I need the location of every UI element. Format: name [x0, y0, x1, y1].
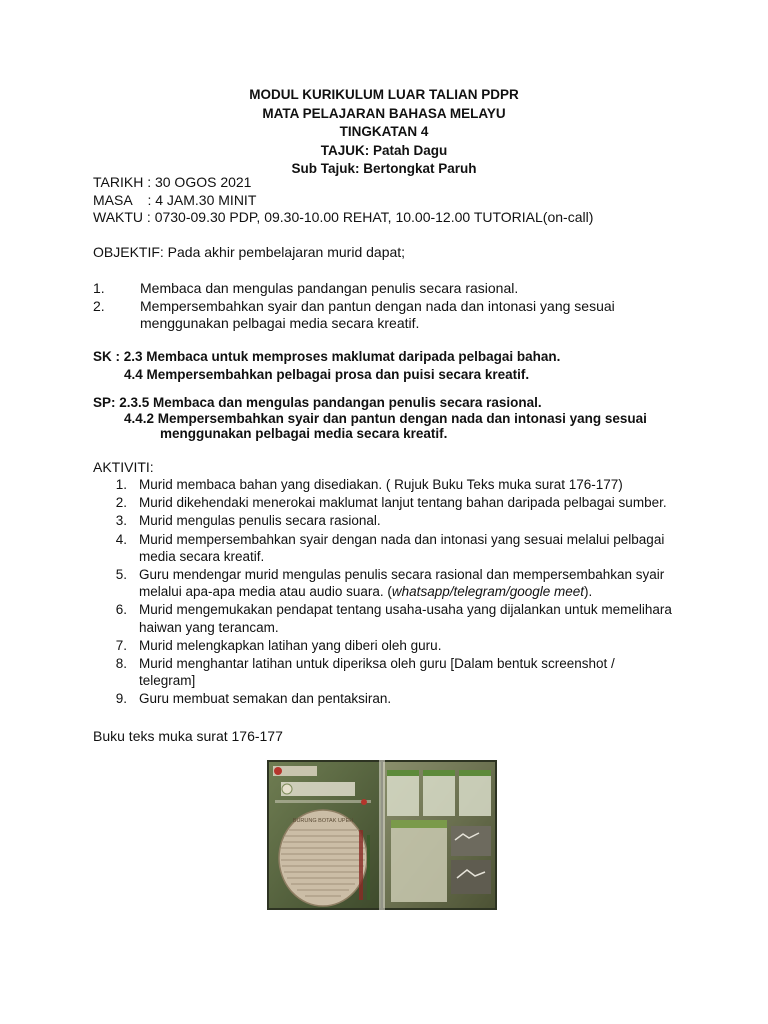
step-text: Murid mengulas penulis secara rasional.	[139, 513, 381, 529]
step-text: Murid dikehendaki menerokai maklumat lanjut tentang bahan daripada pelbagai sumber.	[139, 495, 667, 511]
list-item	[93, 690, 673, 707]
step-number: 9.	[115, 691, 127, 707]
step-number: 7.	[115, 637, 127, 653]
header-level: TINGKATAN 4	[339, 124, 429, 139]
photo-heading: BURUNG BOTAK UPEH	[292, 818, 354, 824]
sk-line: 4.4 Mempersembahkan pelbagai prosa dan puisi secara kreatif.	[124, 366, 530, 382]
header-topic: TAJUK: Patah Dagu	[320, 142, 448, 158]
list-number: 1.	[93, 280, 105, 296]
step-number: 6.	[115, 602, 127, 618]
meta-time: WAKTU : 0730-09.30 PDP, 09.30-10.00 REHAT, 10.00-12.00 TUTORIAL(on-call)	[93, 209, 594, 225]
objective-intro: OBJEKTIF: Pada akhir pembelajaran murid dapat;	[93, 244, 406, 260]
activity-title: AKTIVITI:	[93, 459, 154, 475]
step-number: 1.	[115, 477, 127, 492]
step-text: Murid melengkapkan latihan yang diberi oleh guru.	[139, 637, 442, 653]
list-item	[93, 655, 673, 689]
list-item	[93, 494, 673, 511]
list-number: 2.	[93, 297, 105, 314]
lesson-meta	[93, 174, 593, 227]
step-text: Murid mempersembahkan syair dengan nada dan intonasi yang sesuai melalui pelbagai media secara kreatif.	[139, 531, 665, 564]
textbook-photo	[267, 760, 497, 910]
list-item	[93, 566, 673, 600]
step-number: 4.	[115, 531, 127, 547]
list-item	[93, 512, 673, 529]
content-standard	[93, 348, 560, 383]
header-subject: MATA PELAJARAN BAHASA MELAYU	[262, 105, 506, 121]
step-text: Murid menghantar latihan untuk diperiksa oleh guru [Dalam bentuk screenshot / telegram]	[139, 656, 615, 689]
photo-caption: Buku teks muka surat 176-177	[93, 728, 283, 744]
step-number: 3.	[115, 513, 127, 529]
step-text: Guru mendengar murid mengulas penulis secara rasional dan mempersembahkan syair melalui apa-apa media atau audio suara. (	[139, 567, 665, 600]
sk-line: SK : 2.3 Membaca untuk memproses maklumat daripada pelbagai bahan.	[93, 349, 561, 364]
header-subtopic: Sub Tajuk: Bertongkat Paruh	[291, 161, 477, 176]
list-text: Membaca dan mengulas pandangan penulis secara rasional.	[140, 280, 519, 296]
list-item	[93, 298, 693, 333]
list-item	[93, 637, 673, 654]
activity-list	[93, 476, 673, 709]
list-item	[93, 601, 673, 635]
step-text-end: ).	[584, 584, 593, 600]
list-text: Mempersembahkan syair dan pantun dengan nada dan intonasi yang sesuai menggunakan pelbagai media secara kreatif.	[140, 297, 615, 331]
step-number: 2.	[115, 495, 127, 511]
step-text: Guru membuat semakan dan pentaksiran.	[139, 691, 392, 707]
list-item	[93, 280, 693, 298]
step-number: 8.	[115, 656, 127, 672]
meta-date: TARIKH : 30 OGOS 2021	[93, 174, 252, 190]
list-item	[93, 531, 673, 565]
sp-line: menggunakan pelbagai media secara kreatif.	[160, 426, 448, 441]
objective-list	[93, 280, 693, 333]
meta-duration: MASA : 4 JAM.30 MINIT	[93, 191, 257, 208]
list-item	[93, 476, 673, 493]
learning-standard	[93, 395, 693, 442]
sp-line: 4.4.2 Mempersembahkan syair dan pantun dengan nada dan intonasi yang sesuai	[124, 410, 647, 426]
document-header	[0, 86, 768, 179]
sp-line: SP: 2.3.5 Membaca dan mengulas pandangan penulis secara rasional.	[93, 395, 542, 410]
step-apps: whatsapp/telegram/google meet	[391, 584, 585, 600]
step-text: Murid mengemukakan pendapat tentang usaha-usaha yang dijalankan untuk memelihara haiwan yang terancam.	[139, 602, 672, 635]
step-number: 5.	[115, 567, 127, 583]
header-title: MODUL KURIKULUM LUAR TALIAN PDPR	[249, 87, 519, 102]
step-text: Murid membaca bahan yang disediakan. ( Rujuk Buku Teks muka surat 176-177)	[139, 477, 623, 492]
